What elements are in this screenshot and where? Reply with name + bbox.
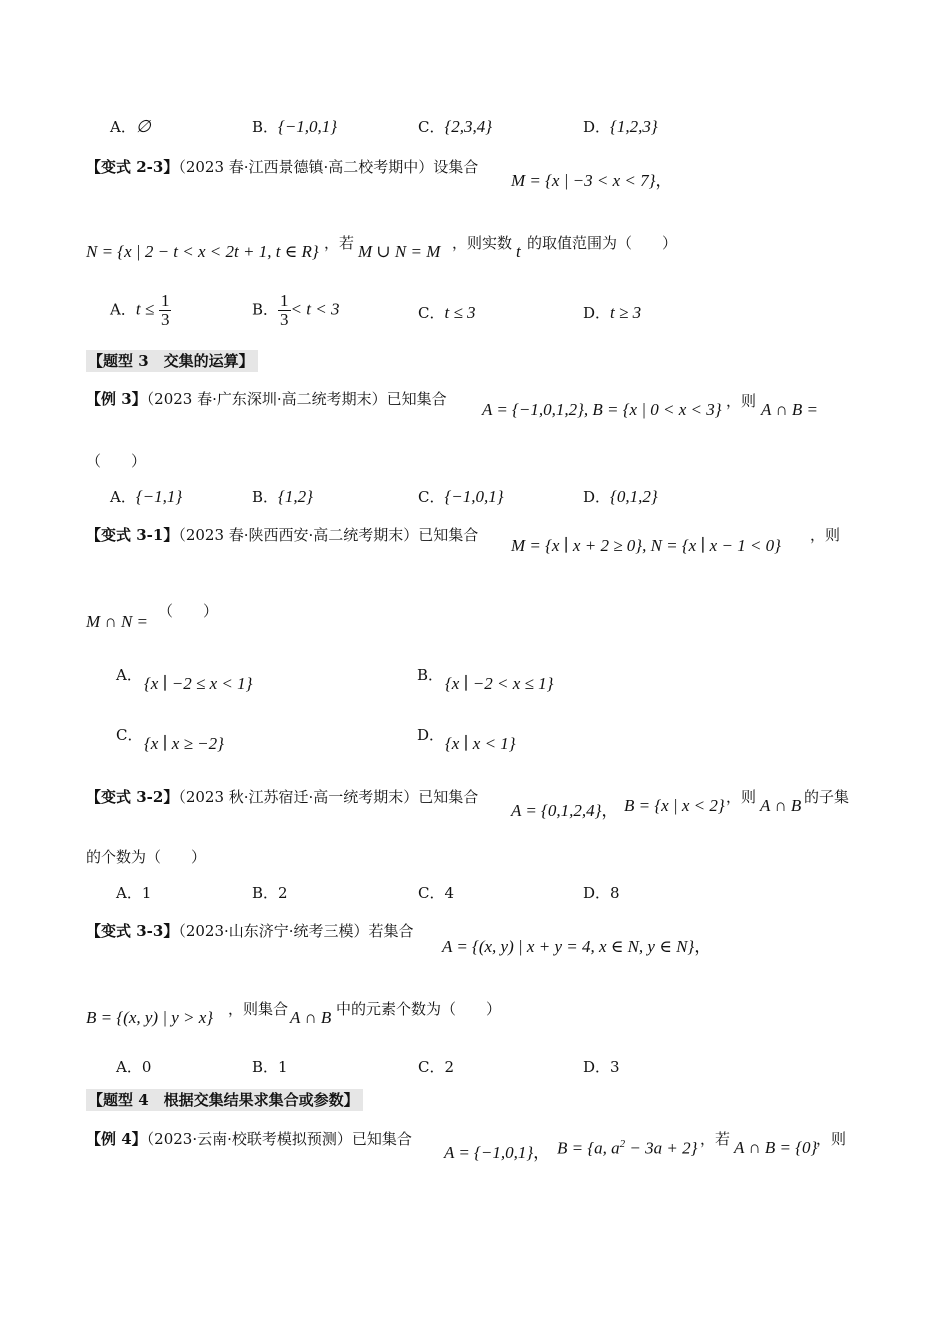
option-b: B． $\frac{1}{3}$ < t < 3 (252, 291, 340, 329)
option-d: D．3 (583, 1058, 620, 1076)
option-b: B．{−1,0,1} (252, 117, 338, 136)
question-v3-3-line1: 【变式 3-3】（2023·山东济宁·统考三模）若集合 (86, 922, 414, 940)
union-condition: M ∪ N = M (358, 242, 441, 261)
variable-t: t (516, 242, 521, 261)
question-ex4-line1: 【例 4】（2023·云南·校联考模拟预测）已知集合 (86, 1130, 412, 1148)
set-b-def: B = {(x, y) | y > x} (86, 1008, 214, 1027)
option-d: D．8 (583, 884, 620, 902)
text-then: ，则 (810, 526, 841, 544)
fraction: $\frac{1}{3}$ (280, 291, 289, 329)
set-m-def: M = {x | −3 < x < 7}， (511, 171, 673, 190)
option-b: B．2 (252, 884, 288, 902)
set-b-def: B = {x | x < 2} (624, 796, 725, 815)
text-if: ，若 (700, 1130, 731, 1148)
option-b-math: {x ∣ −2 < x ≤ 1} (445, 674, 554, 693)
option-b: B．{1,2} (252, 487, 313, 506)
option-a: A．{−1,1} (110, 487, 183, 506)
option-a-label: A． (116, 666, 142, 684)
intersection-question: A ∩ B = (761, 400, 818, 419)
set-def: M = {x ∣ x + 2 ≥ 0}, N = {x ∣ x − 1 < 0} (511, 536, 781, 555)
text-then: ，则 (726, 392, 757, 410)
question-source: （2023 春·江西景德镇·高二校考期中）设集合 (178, 158, 479, 176)
question-tag: 【变式 2-3】 (86, 158, 179, 176)
section-heading-4: 【题型 4 根据交集结果求集合或参数】 (86, 1089, 363, 1111)
option-c-math: {2,3,4} (444, 117, 493, 136)
set-b-def: B = {a, $a^2 - 3a + 2$} (557, 1138, 698, 1158)
text-range: 的取值范围为（ ） (527, 234, 678, 252)
option-c: C．2 (418, 1058, 455, 1076)
text-if: ，若 (324, 234, 355, 252)
question-v3-2-line2: 的个数为（ ） (86, 848, 207, 866)
text-then: ，则集合 (228, 1000, 289, 1018)
option-b-math: {−1,0,1} (278, 117, 338, 136)
text-tail: 的子集 (804, 788, 850, 806)
set-def: A = {−1,0,1,2}, B = {x | 0 < x < 3} (482, 400, 722, 419)
text-tail: 中的元素个数为（ ） (336, 1000, 502, 1018)
text-then: ，则实数 (452, 234, 513, 252)
option-a-math: {x ∣ −2 ≤ x < 1} (144, 674, 253, 693)
option-d: D．{1,2,3} (583, 117, 658, 136)
set-a-def: A = {−1,0,1}， (444, 1143, 551, 1162)
question-v3-2-line1: 【变式 3-2】（2023 秋·江苏宿迁·高一统考期末）已知集合 (86, 788, 479, 806)
option-c: C．{−1,0,1} (418, 487, 504, 506)
set-a-def: A = {0,1,2,4}， (511, 801, 619, 820)
option-d-label: D． (417, 726, 445, 744)
option-c: C．4 (418, 884, 455, 902)
option-d-math: {1,2,3} (610, 117, 658, 136)
question-v2-3-line1 (86, 156, 478, 177)
option-b: B．1 (252, 1058, 288, 1076)
option-a: A．0 (116, 1058, 152, 1076)
intersection-question: M ∩ N = (86, 612, 148, 631)
option-a: A．t ≤ $\frac{1}{3}$ (110, 291, 170, 329)
option-a-math: ∅ (135, 117, 151, 136)
text-then: ，则 (816, 1130, 847, 1148)
option-c-label: C． (116, 726, 143, 744)
set-a-def: A = {(x, y) | x + y = 4, x ∈ N, y ∈ N}， (442, 937, 712, 956)
intersection-condition: A ∩ B = {0} (734, 1138, 818, 1157)
option-a: A．1 (116, 884, 152, 902)
section-heading-3: 【题型 3 交集的运算】 (86, 350, 258, 372)
option-d: D．{0,1,2} (583, 487, 658, 506)
question-ex3-line1: 【例 3】（2023 春·广东深圳·高二统考期末）已知集合 (86, 390, 447, 408)
set-n-def: N = {x | 2 − t < x < 2t + 1, t ∈ R} (86, 242, 319, 261)
answer-paren: （ ） (86, 452, 147, 470)
text-then: ，则 (726, 788, 757, 806)
option-d-math: {x ∣ x < 1} (445, 734, 516, 753)
answer-paren: （ ） (158, 602, 219, 620)
option-c: C．{2,3,4} (418, 117, 493, 136)
option-c: C．t ≤ 3 (418, 303, 476, 322)
intersection: A ∩ B (290, 1008, 332, 1027)
option-d: D．t ≥ 3 (583, 303, 642, 322)
question-v3-1-line1: 【变式 3-1】（2023 春·陕西西安·高二统考期末）已知集合 (86, 526, 479, 544)
fraction: $\frac{1}{3}$ (160, 291, 170, 329)
option-a: A．∅ (110, 117, 151, 136)
option-c-math: {x ∣ x ≥ −2} (144, 734, 224, 753)
intersection: A ∩ B (760, 796, 802, 815)
option-b-label: B． (417, 666, 444, 684)
